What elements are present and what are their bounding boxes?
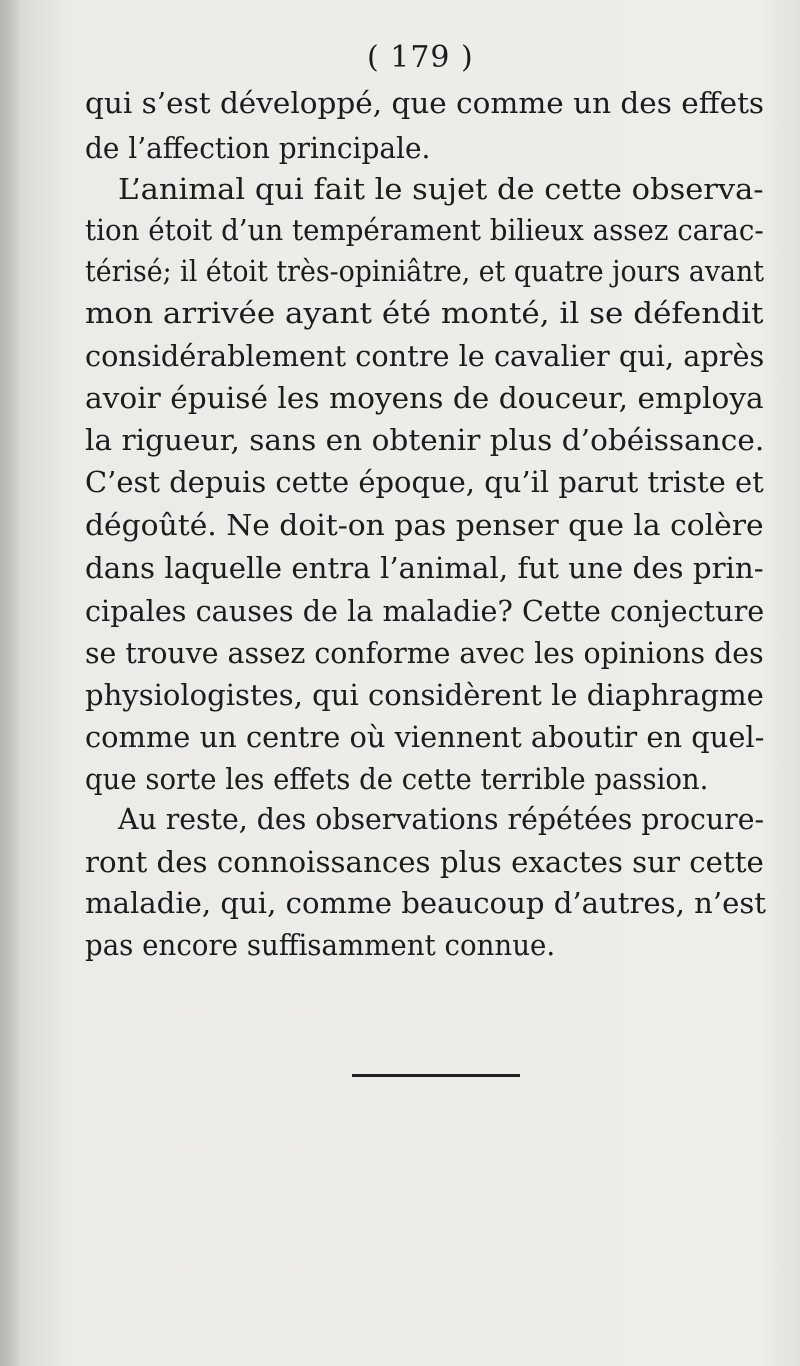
text-line: dégoûté. Ne doit-on pas penser que la colère: [85, 508, 764, 542]
text-line: ront des connoissances plus exactes sur cette: [85, 845, 764, 879]
text-line: térisé; il étoit très-opiniâtre, et quatre jours avant: [85, 254, 765, 288]
text-line: se trouve assez conforme avec les opinions des: [85, 636, 764, 670]
text-line: physiologistes, qui considèrent le diaphragme: [85, 678, 764, 712]
text-line: dans laquelle entra l’animal, fut une des prin-: [85, 551, 764, 585]
section-rule: [352, 1074, 520, 1077]
page-number: ( 179 ): [367, 40, 474, 75]
text-line: comme un centre où viennent aboutir en quel-: [85, 720, 765, 754]
text-line: de l’affection principale.: [85, 131, 431, 165]
text-line: L’animal qui fait le sujet de cette observa-: [118, 172, 764, 206]
text-line: considérablement contre le cavalier qui, après: [85, 339, 765, 373]
text-line: que sorte les effets de cette terrible passion.: [85, 762, 709, 796]
text-line: avoir épuisé les moyens de douceur, employa: [85, 381, 764, 415]
text-line: C’est depuis cette époque, qu’il parut triste et: [85, 465, 764, 499]
text-line: maladie, qui, comme beaucoup d’autres, n’est: [85, 886, 767, 920]
text-line: la rigueur, sans en obtenir plus d’obéissance.: [85, 423, 765, 457]
text-line: Au reste, des observations répétées procure-: [118, 802, 765, 836]
text-line: cipales causes de la maladie? Cette conjecture: [85, 594, 765, 628]
text-line: tion étoit d’un tempérament bilieux assez carac-: [85, 213, 764, 247]
text-line: mon arrivée ayant été monté, il se défendit: [85, 296, 764, 330]
text-line: qui s’est développé, que comme un des effets: [85, 86, 765, 120]
text-line: pas encore suffisamment connue.: [85, 928, 556, 962]
